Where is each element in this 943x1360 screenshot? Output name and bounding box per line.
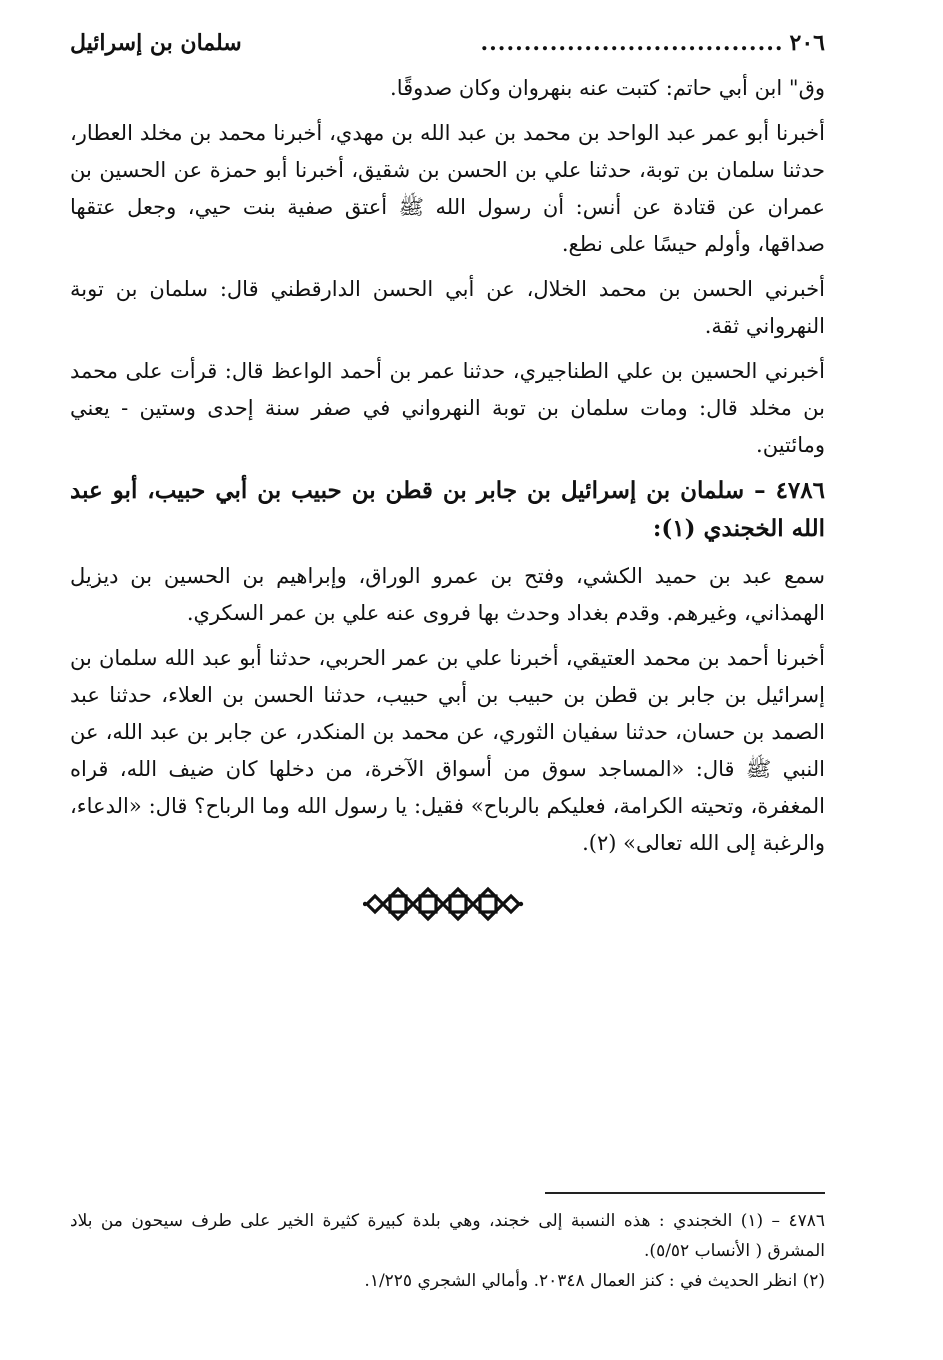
running-title: سلمان بن إسرائيل xyxy=(70,30,242,56)
paragraph-daraqutni: أخبرني الحسن بن محمد الخلال، عن أبي الحسن الدارقطني قال: سلمان بن توبة النهرواني ثقة. xyxy=(70,277,825,338)
footnote-1: ٤٧٨٦ – (١) الخجندي : هذه النسبة إلى خجند، وهي بلدة كبيرة كثيرة الخير على طرف سيحون من بلاد المشرق ( الأنساب ٥/٥٢). xyxy=(70,1211,825,1261)
paragraph-mosques-hadith: أخبرنا أحمد بن محمد العتيقي، أخبرنا علي بن عمر الحربي، حدثنا أبو عبد الله سلمان بن إسرائيل بن جابر بن قطن بن حبيب بن أبي حبيب، حدثنا الحسن بن العلاء، حدثنا عبد الصمد بن حسان، حدثنا سفيان الثوري، عن محمد بن المنكدر، عن جابر بن عبد الله، عن النبي ﷺ قال: «المساجد سوق من أسواق الآخرة، من دخلها كان ضيف الله، قراه المغفرة، وتحيته الكرامة، فعليكم بالرباح» فقيل: يا رسول الله وما الرباح؟ قال: «الدعاء، والرغبة إلى الله تعالى» (٢). xyxy=(70,646,825,855)
page-number: ٢٠٦ xyxy=(789,30,825,56)
paragraph-ibn-abi-hatim: وق" ابن أبي حاتم: كتبت عنه بنهروان وكان صدوقًا. xyxy=(390,76,825,100)
section-ornament xyxy=(70,884,825,928)
footnotes xyxy=(70,1192,825,1296)
footnote-2: (٢) انظر الحديث في : كنز العمال ٢٠٣٤٨. وأمالي الشجري ١/٢٢٥. xyxy=(364,1271,825,1291)
paragraph-teachers: سمع عبد بن حميد الكشي، وفتح بن عمرو الوراق، وإبراهيم بن الحسين بن ديزيل الهمذاني، وغيرهم. وقدم بغداد وحدث بها فروى عنه علي بن عمر السكري. xyxy=(70,564,825,625)
main-text xyxy=(70,70,825,928)
footnote-separator xyxy=(545,1192,825,1194)
page-header xyxy=(70,28,825,58)
entry-heading-4786: ٤٧٨٦ – سلمان بن إسرائيل بن جابر بن قطن بن حبيب بن أبي حبيب، أبو عبد الله الخجندي (١): xyxy=(70,477,825,542)
header-dot-leader: ................................... xyxy=(480,30,784,56)
paragraph-safiyya-hadith: أخبرنا أبو عمر عبد الواحد بن محمد بن عبد الله بن مهدي، أخبرنا محمد بن مخلد العطار، حدثنا سلمان بن توبة، حدثنا علي بن الحسن بن شقيق، أخبرنا أبو حمزة عن الحسين بن عمران عن قتادة عن أنس: أن رسول الله ﷺ أعتق صفية بنت حيي، وجعل عتقها صداقها، وأولم حيسًا على نطع. xyxy=(70,121,825,256)
interlaced-knot-ornament-icon xyxy=(363,884,533,924)
paragraph-death-date: أخبرني الحسين بن علي الطناجيري، حدثنا عمر بن أحمد الواعظ قال: قرأت على محمد بن مخلد قال: ومات سلمان بن توبة النهرواني في صفر سنة إحدى وستين - يعني ومائتين. xyxy=(70,359,825,457)
